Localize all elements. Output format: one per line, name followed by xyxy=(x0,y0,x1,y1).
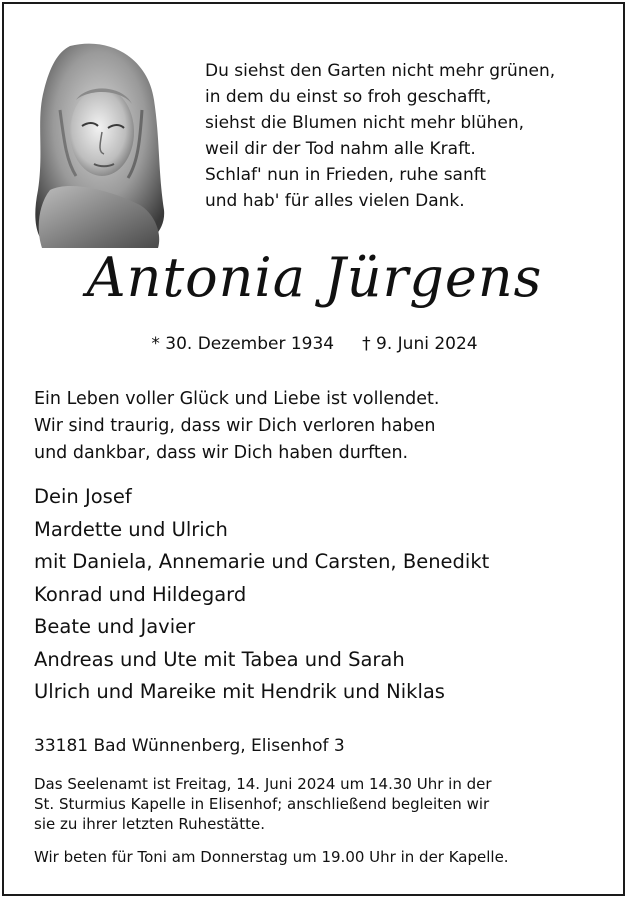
service-line: St. Sturmius Kapelle in Elisenhof; anschließend begleiten wir xyxy=(34,795,490,813)
service-info xyxy=(34,774,492,834)
family-line: Beate und Javier xyxy=(34,615,196,638)
poem-line: siehst die Blumen nicht mehr blühen, xyxy=(205,113,525,133)
death-date: † 9. Juni 2024 xyxy=(362,334,478,354)
family-line: Konrad und Hildegard xyxy=(34,582,247,606)
poem-line: Schlaf' nun in Frieden, ruhe sanft xyxy=(205,165,487,185)
intro-line: Wir sind traurig, dass wir Dich verloren haben xyxy=(34,416,436,436)
poem-line: in dem du einst so froh geschafft, xyxy=(205,87,492,107)
poem xyxy=(205,58,615,214)
life-dates xyxy=(0,334,629,354)
family-line: Dein Josef xyxy=(34,485,132,508)
family-list xyxy=(34,481,489,709)
poem-line: weil dir der Tod nahm alle Kraft. xyxy=(205,139,476,159)
family-line: Andreas und Ute mit Tabea und Sarah xyxy=(34,647,405,671)
deceased-name: Antonia Jürgens xyxy=(86,246,543,309)
service-line: Das Seelenamt ist Freitag, 14. Juni 2024 um 14.30 Uhr in der xyxy=(34,775,492,793)
family-line: Ulrich und Mareike mit Hendrik und Niklas xyxy=(34,680,445,703)
birth-date: * 30. Dezember 1934 xyxy=(151,334,335,354)
intro-line: Ein Leben voller Glück und Liebe ist vollendet. xyxy=(34,389,440,409)
intro-line: und dankbar, dass wir Dich haben durften. xyxy=(34,443,409,463)
madonna-portrait-image xyxy=(30,40,166,248)
family-line: mit Daniela, Annemarie und Carsten, Benedikt xyxy=(34,550,490,573)
poem-line: Du siehst den Garten nicht mehr grünen, xyxy=(205,61,556,81)
service-line: sie zu ihrer letzten Ruhestätte. xyxy=(34,815,265,833)
family-line: Mardette und Ulrich xyxy=(34,517,228,541)
intro-text xyxy=(34,386,439,467)
address: 33181 Bad Wünnenberg, Elisenhof 3 xyxy=(34,736,345,756)
prayer-info: Wir beten für Toni am Donnerstag um 19.00 Uhr in der Kapelle. xyxy=(34,848,509,866)
poem-line: und hab' für alles vielen Dank. xyxy=(205,191,465,211)
